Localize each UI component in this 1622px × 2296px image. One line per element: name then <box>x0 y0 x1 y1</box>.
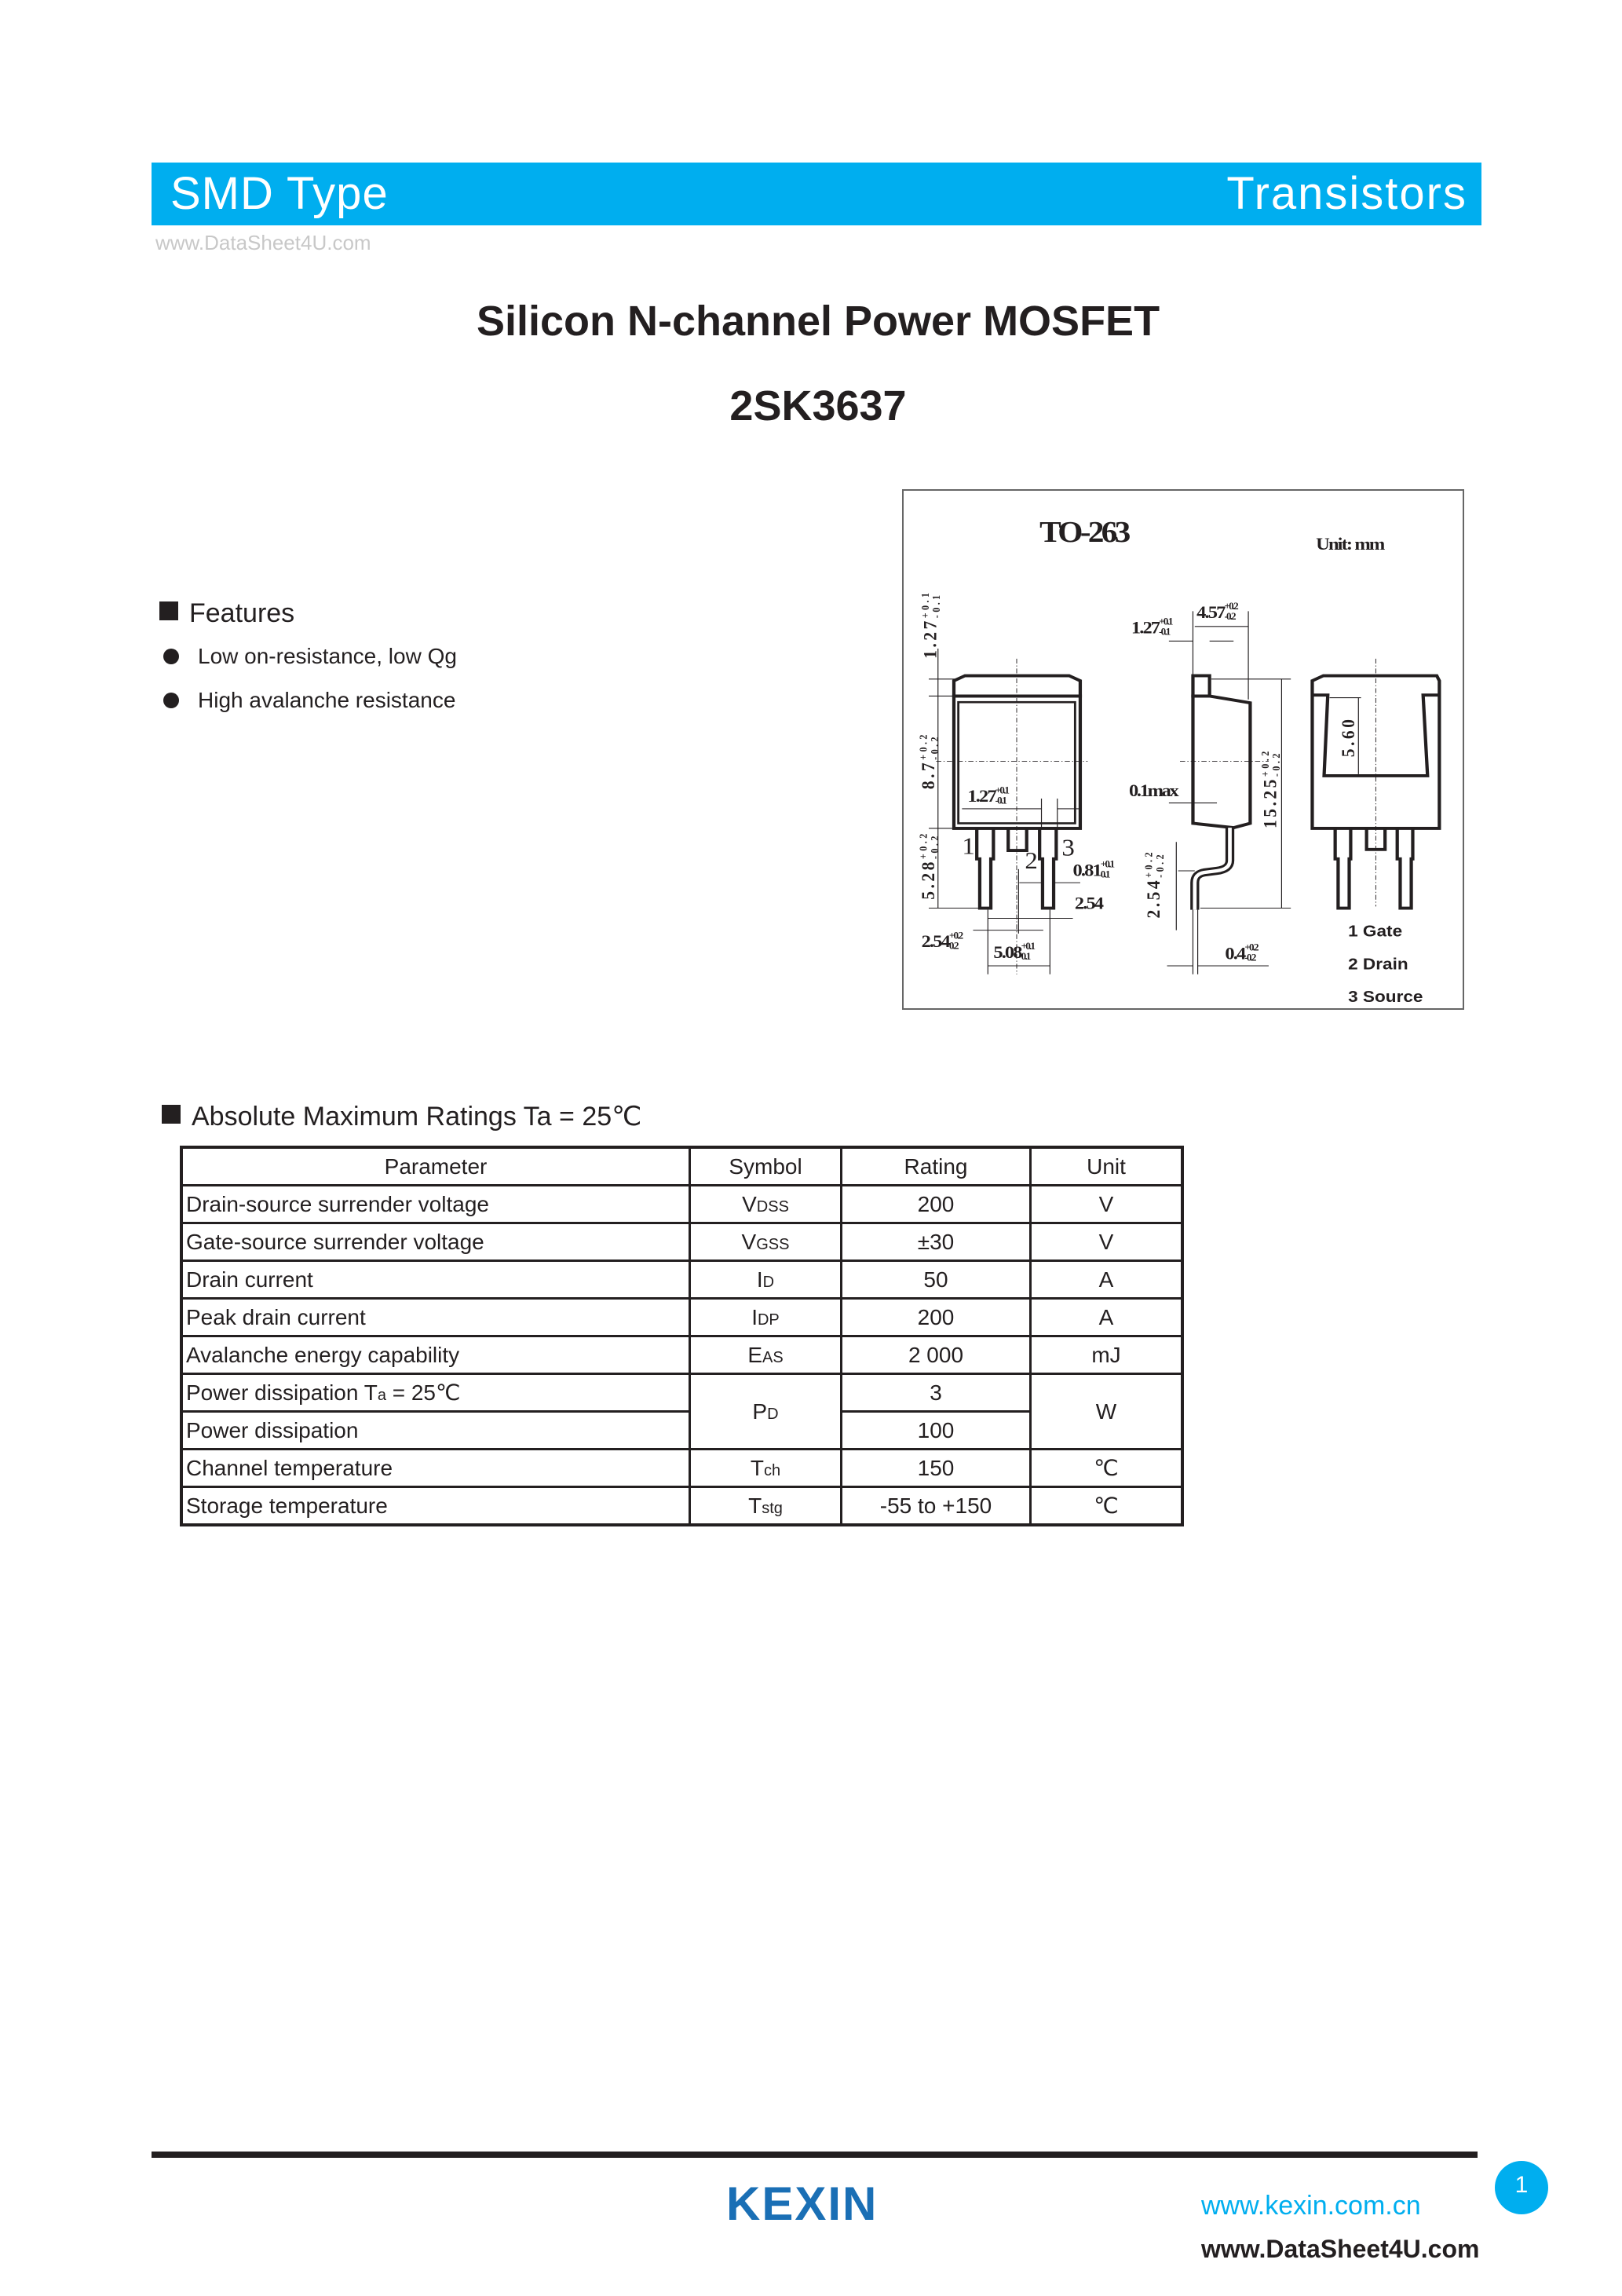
unit-cell: ℃ <box>1031 1487 1183 1526</box>
tolerance-minus: 0.1 <box>1021 951 1030 963</box>
watermark-link[interactable]: www.DataSheet4U.com <box>155 231 371 254</box>
rating-cell: ±30 <box>842 1223 1031 1261</box>
header-category: SMD Type <box>170 168 389 219</box>
tolerance-minus: 0.2 <box>948 940 958 952</box>
symbol-cell: EAS <box>690 1336 842 1374</box>
page-number-badge: 1 <box>1495 2161 1548 2214</box>
rating-cell: 2 000 <box>842 1336 1031 1374</box>
page-title: Silicon N-channel Power MOSFET <box>476 298 1160 345</box>
symbol-cell: VGSS <box>690 1223 842 1261</box>
rating-cell: 100 <box>842 1412 1031 1450</box>
table-row <box>181 1186 1182 1223</box>
ratings-table <box>180 1146 1184 1526</box>
feature-text: High avalanche resistance <box>198 688 456 712</box>
table-row <box>181 1299 1182 1336</box>
bullet-icon <box>163 693 179 708</box>
package-drawing <box>902 489 1464 1010</box>
param-cell: Peak drain current <box>181 1299 690 1336</box>
header-bar <box>152 163 1481 225</box>
tolerance-minus: -0.2 <box>929 833 941 860</box>
symbol-cell: IDP <box>690 1299 842 1336</box>
symbol-cell: Tch <box>690 1450 842 1487</box>
pin-number: 1 <box>962 832 975 860</box>
feature-text: Low on-resistance, low Qg <box>198 644 457 668</box>
features-heading-text: Features <box>189 598 295 628</box>
package-name: TO-263 <box>1039 515 1128 549</box>
to263-outline-svg <box>904 491 1463 1008</box>
param-cell: Drain-source surrender voltage <box>181 1186 690 1223</box>
dim-label: 0.1max <box>1129 781 1178 801</box>
center-lines <box>936 659 1375 974</box>
dim-label: 2.54 <box>1074 894 1103 914</box>
part-number: 2SK3637 <box>729 382 907 430</box>
dim-label: 5.60 <box>1338 716 1359 758</box>
tolerance-minus: -0.1 <box>1159 627 1170 638</box>
table-row <box>181 1374 1182 1412</box>
pin-legend-gate: 1 Gate <box>1348 921 1403 941</box>
unit-cell: mJ <box>1031 1336 1183 1374</box>
square-bullet-icon <box>159 601 178 620</box>
unit-cell: A <box>1031 1299 1183 1336</box>
unit-cell: ℃ <box>1031 1450 1183 1487</box>
column-header: Rating <box>842 1147 1031 1186</box>
dim-label: $5.08^{+0.1}$ 0.1 <box>993 941 1035 963</box>
rating-cell: 200 <box>842 1186 1031 1223</box>
param-cell: Avalanche energy capability <box>181 1336 690 1374</box>
dim-label: $15.25^{+0.2}-0.2$ <box>1259 748 1283 828</box>
tolerance-minus: -0.2 <box>1154 851 1166 878</box>
tolerance-minus: -0.2 <box>1244 952 1255 963</box>
tolerance-minus: -0.2 <box>929 733 941 760</box>
dim-label: $2.54^{+0.2}-0.2$ <box>1143 850 1166 919</box>
footer-url-overlay[interactable]: www.DataSheet4U.com <box>1201 2235 1480 2263</box>
unit-cell: A <box>1031 1261 1183 1299</box>
symbol-cell: VDSS <box>690 1186 842 1223</box>
tolerance-minus: -0.2 <box>1224 611 1235 623</box>
pin-legend-drain: 2 Drain <box>1348 954 1408 974</box>
dim-label: $4.57^{+0.2}$ -0.2 <box>1196 601 1237 623</box>
table-row <box>181 1336 1182 1374</box>
tolerance-minus: -0.1 <box>995 795 1006 806</box>
column-header: Unit <box>1031 1147 1183 1186</box>
rating-cell: 200 <box>842 1299 1031 1336</box>
rating-cell: -55 to +150 <box>842 1487 1031 1526</box>
feature-item <box>163 688 455 713</box>
unit-cell: W <box>1031 1374 1183 1450</box>
param-cell: Storage temperature <box>181 1487 690 1526</box>
symbol-cell: Tstg <box>690 1487 842 1526</box>
param-cell: Power dissipation <box>181 1412 690 1450</box>
header-type: Transistors <box>1226 168 1467 219</box>
footer-url[interactable]: www.kexin.com.cn <box>1201 2191 1421 2221</box>
tolerance-minus: -0.2 <box>1270 751 1283 777</box>
table-row <box>181 1487 1182 1526</box>
table-header-row <box>181 1147 1182 1186</box>
features-heading <box>159 598 294 629</box>
dimension-labels <box>918 515 1423 1006</box>
column-header: Parameter <box>181 1147 690 1186</box>
dim-label: $0.4^{+0.2}$ -0.2 <box>1225 942 1258 964</box>
dim-label: $0.81^{+0.1}$ 0.1 <box>1072 859 1114 881</box>
unit-cell: V <box>1031 1223 1183 1261</box>
table-row <box>181 1261 1182 1299</box>
rating-cell: 50 <box>842 1261 1031 1299</box>
table-row <box>181 1223 1182 1261</box>
symbol-cell: ID <box>690 1261 842 1299</box>
kexin-logo: KEXIN <box>726 2177 879 2230</box>
param-cell: Gate-source surrender voltage <box>181 1223 690 1261</box>
pin-number: 3 <box>1061 834 1075 861</box>
feature-item <box>163 644 457 669</box>
dim-label: $2.54^{+0.2}$ 0.2 <box>921 930 963 952</box>
dim-label: $1.27^{+0.1}$ -0.1 <box>1131 616 1172 638</box>
footer-rule <box>152 2152 1478 2158</box>
symbol-cell: PD <box>690 1374 842 1450</box>
table-row <box>181 1450 1182 1487</box>
param-cell: Power dissipation Ta = 25℃ <box>181 1374 690 1412</box>
tolerance-minus: 0.1 <box>1100 869 1109 880</box>
square-bullet-icon <box>162 1105 181 1124</box>
param-cell: Channel temperature <box>181 1450 690 1487</box>
ratings-heading <box>162 1101 641 1132</box>
rating-cell: 150 <box>842 1450 1031 1487</box>
rating-cell: 3 <box>842 1374 1031 1412</box>
dim-label: $1.27^{+0.1}$ -0.1 <box>967 784 1009 807</box>
ratings-heading-text: Absolute Maximum Ratings Ta = 25℃ <box>192 1102 642 1132</box>
param-cell: Drain current <box>181 1261 690 1299</box>
dim-label: $5.28^{+0.2}-0.2$ <box>918 831 941 900</box>
unit-cell: V <box>1031 1186 1183 1223</box>
bullet-icon <box>163 649 179 664</box>
pin-number: 2 <box>1025 847 1038 874</box>
column-header: Symbol <box>690 1147 842 1186</box>
pin-legend-source: 3 Source <box>1348 987 1423 1007</box>
dim-label: $8.7^{+0.2}-0.2$ <box>918 732 941 790</box>
unit-label: Unit: mm <box>1316 534 1384 554</box>
dim-label: $1.27^{+0.1}-0.1$ <box>919 590 943 659</box>
tolerance-minus: -0.1 <box>930 592 943 619</box>
